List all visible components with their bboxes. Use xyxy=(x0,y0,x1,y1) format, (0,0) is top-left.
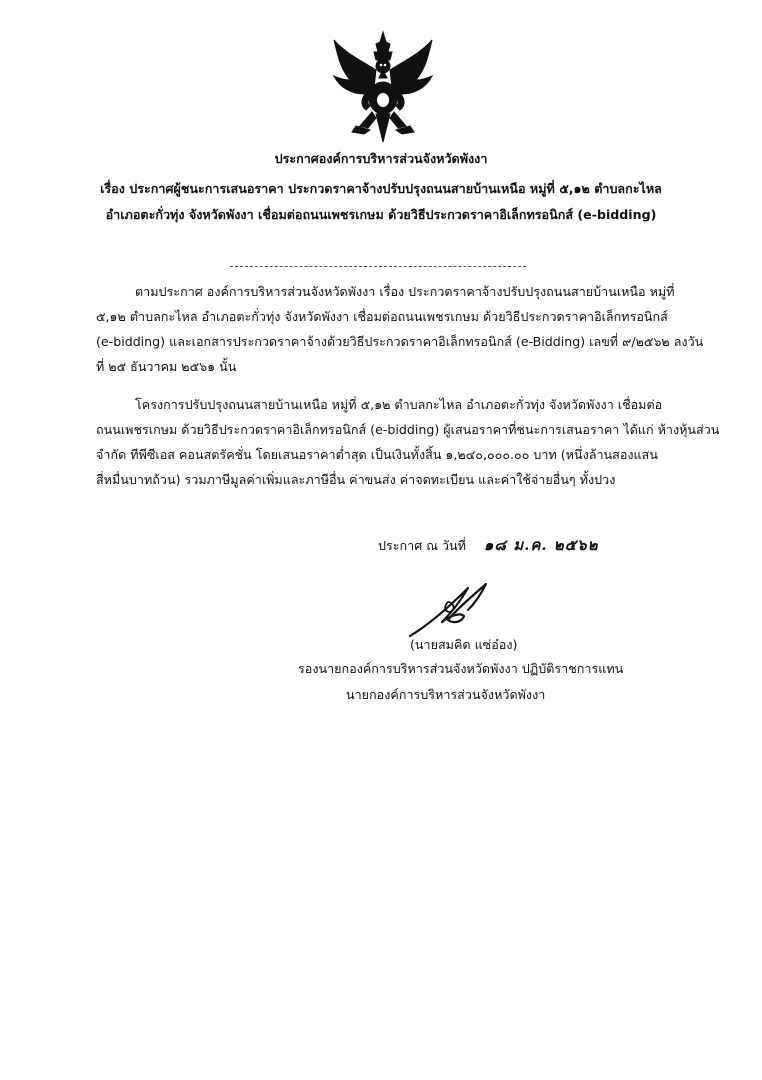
paragraph2-line3: จำกัด ทีพีซีเอส คอนสตรัคชั่น โดยเสนอราคาต่ำสุด เป็นเงินทั้งสิ้น ๑,๒๔๐,๐๐๐.๐๐ บาท (หนึ่งล้านสองแสน xyxy=(96,447,658,462)
signatory-position-1: รองนายกองค์การบริหารส่วนจังหวัดพังงา ปฏิบัติราชการแทน xyxy=(298,661,624,676)
signatory-position-2: นายกองค์การบริหารส่วนจังหวัดพังงา xyxy=(346,687,546,702)
announce-date-value: ๑๘ ม.ค. ๒๕๖๒ xyxy=(483,536,599,554)
paragraph2-line2: ถนนเพชรเกษม ด้วยวิธีประกวดราคาอิเล็กทรอนิกส์ (e-bidding) ผู้เสนอราคาที่ชนะการเสนอราคา ได้แก่ ห้างหุ้นส่วน xyxy=(96,422,720,437)
paragraph1-line3: (e-bidding) และเอกสารประกวดราคาจ้างด้วยวิธีประกวดราคาอิเล็กทรอนิกส์ (e-Bidding) เลขที่ ๙/๒๕๖๒ ลงวัน xyxy=(96,334,704,349)
subject-line-2: อำเภอตะกั่วทุ่ง จังหวัดพังงา เชื่อมต่อถนนเพชรเกษม ด้วยวิธีประกวดราคาอิเล็กทรอนิกส์ (e-bidding) xyxy=(105,207,657,222)
header-divider xyxy=(230,266,526,267)
paragraph1-line2: ๕,๑๒ ตำบลกะไหล อำเภอตะกั่วทุ่ง จังหวัดพังงา เชื่อมต่อถนนเพชรเกษม ด้วยวิธีประกวดราคาอิเล็กทรอนิกส์ xyxy=(96,309,668,324)
paragraph1-line1: ตามประกาศ องค์การบริหารส่วนจังหวัดพังงา เรื่อง ประกวดราคาจ้างปรับปรุงถนนสายบ้านเหนือ หมู่ที่ xyxy=(135,284,675,299)
paragraph1-line4: ที่ ๒๕ ธันวาคม ๒๕๖๑ นั้น xyxy=(96,359,237,374)
signature-icon xyxy=(390,572,510,644)
signatory-name: (นายสมคิด แซ่อ๋อง) xyxy=(410,637,518,652)
announce-date-label: ประกาศ ณ วันที่ xyxy=(378,538,466,553)
paragraph2-line1: โครงการปรับปรุงถนนสายบ้านเหนือ หมู่ที่ ๕,๑๒ ตำบลกะไหล อำเภอตะกั่วทุ่ง จังหวัดพังงา เชื่อมต่อ xyxy=(135,397,663,412)
paragraph2-line4: สี่หมื่นบาทถ้วน) รวมภาษีมูลค่าเพิ่มและภาษีอื่น ค่าขนส่ง ค่าจดทะเบียน และค่าใช้จ่ายอื่นๆ ทั้งปวง xyxy=(96,472,616,487)
subject-line-1: เรื่อง ประกาศผู้ชนะการเสนอราคา ประกวดราคาจ้างปรับปรุงถนนสายบ้านเหนือ หมู่ที่ ๕,๑๒ ตำบลกะไหล xyxy=(100,181,662,196)
announce-date xyxy=(378,536,598,555)
announcement-title: ประกาศองค์การบริหารส่วนจังหวัดพังงา xyxy=(274,151,488,166)
garuda-emblem-icon xyxy=(330,30,436,146)
